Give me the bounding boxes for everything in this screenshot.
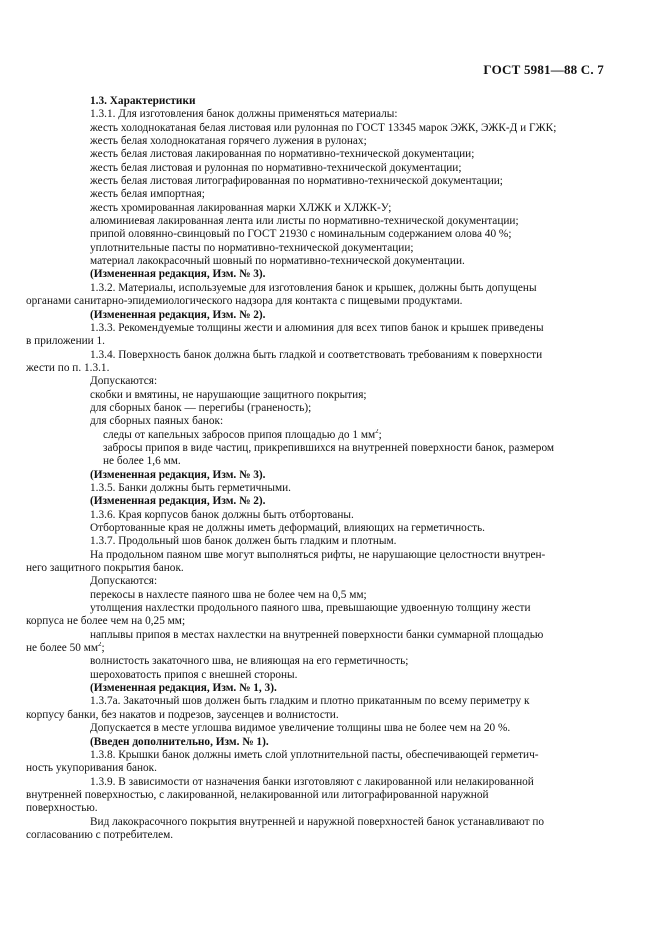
text-line: не более 1,6 мм. bbox=[103, 455, 181, 468]
text-line: наплывы припоя в местах нахлестки на внутренней поверхности банки суммарной площадью bbox=[90, 628, 544, 641]
text-line: 1.3.1. Для изготовления банок должны применяться материалы: bbox=[90, 108, 398, 121]
text-line: согласованию с потребителем. bbox=[26, 828, 174, 841]
amendment-note: (Введен дополнительно, Изм. № 1). bbox=[90, 735, 269, 748]
text-line: скобки и вмятины, не нарушающие защитного покрытия; bbox=[90, 388, 367, 401]
text-line: утолщения нахлестки продольного паяного шва, превышающие удвоенную толщину жести bbox=[90, 602, 531, 615]
text-line: перекосы в нахлесте паяного шва не более чем на 0,5 мм; bbox=[90, 588, 367, 601]
amendment-note: (Измененная редакция, Изм. № 2). bbox=[90, 495, 266, 508]
text-line: алюминиевая лакированная лента или листы по нормативно-технической документации; bbox=[90, 215, 519, 228]
text-line: жесть белая импортная; bbox=[90, 188, 205, 201]
text-line: жесть хромированная лакированная марки ХЛЖК и ХЛЖК-У; bbox=[90, 201, 392, 214]
text-line: в приложении 1. bbox=[26, 335, 106, 348]
text-line: ность укупоривания банок. bbox=[26, 762, 157, 775]
text-line: 1.3.9. В зависимости от назначения банки изготовляют с лакированной или нелакированной bbox=[90, 775, 534, 788]
text-line: Вид лакокрасочного покрытия внутренней и наружной поверхностей банок устанавливают по bbox=[90, 815, 545, 828]
text-line: жести по п. 1.3.1. bbox=[26, 361, 110, 374]
text-line: шероховатость припоя с внешней стороны. bbox=[90, 668, 298, 681]
text-line: забросы припоя в виде частиц, прикрепившихся на внутренней поверхности банок, размером bbox=[103, 441, 555, 454]
text-line: для сборных паяных банок: bbox=[90, 415, 224, 428]
text-line: органами санитарно-эпидемиологического надзора для контакта с пищевыми продуктами. bbox=[26, 295, 463, 308]
amendment-note: (Измененная редакция, Изм. № 2). bbox=[90, 308, 266, 321]
text-line: корпуса не более чем на 0,25 мм; bbox=[26, 615, 186, 628]
document-body bbox=[26, 95, 600, 842]
text-line: жесть холоднокатаная белая листовая или рулонная по ГОСТ 13345 марок ЭЖК, ЭЖК-Д и ГЖК; bbox=[90, 121, 557, 134]
amendment-note: 1.3. Характеристики bbox=[90, 95, 196, 107]
text-line: припой оловянно-свинцовый по ГОСТ 21930 с номинальным содержанием олова 40 %; bbox=[90, 228, 512, 241]
text-line: На продольном паяном шве могут выполняться рифты, не нарушающие целостности внутрен- bbox=[90, 548, 546, 561]
amendment-note: (Измененная редакция, Изм. № 1, 3). bbox=[90, 682, 277, 695]
text-line: 1.3.4. Поверхность банок должна быть гладкой и соответствовать требованиям к поверхности bbox=[90, 348, 543, 361]
text-line: поверхностью. bbox=[26, 802, 98, 815]
text-line: Отбортованные края не должны иметь деформаций, влияющих на герметичность. bbox=[90, 522, 485, 534]
text-line: 1.3.5. Банки должны быть герметичными. bbox=[90, 481, 292, 494]
text-line: 1.3.3. Рекомендуемые толщины жести и алюминия для всех типов банок и крышек приведены bbox=[90, 321, 544, 334]
text-line: 1.3.7а. Закаточный шов должен быть гладким и плотно прикатанным по всему периметру к bbox=[90, 695, 530, 708]
text-line: Допускаются: bbox=[90, 575, 158, 588]
text-line: материал лакокрасочный шовный по нормативно-технической документации. bbox=[90, 255, 465, 268]
text-line: внутренней поверхностью, с лакированной, нелакированной или литографированной наружной bbox=[26, 788, 489, 801]
text-line: 1.3.6. Края корпусов банок должны быть отбортованы. bbox=[90, 508, 354, 521]
amendment-note: (Измененная редакция, Изм. № 3). bbox=[90, 268, 266, 281]
text-line: для сборных банок — перегибы (граненость); bbox=[90, 401, 312, 414]
text-line: Допускается в месте углошва видимое увеличение толщины шва не более чем на 20 %. bbox=[90, 722, 511, 735]
text-line: корпусу банки, без накатов и подрезов, заусенцев и волнистости. bbox=[26, 708, 339, 721]
page-header: ГОСТ 5981—88 С. 7 bbox=[483, 62, 604, 77]
text-line: уплотнительные пасты по нормативно-технической документации; bbox=[90, 241, 414, 254]
text-line: не более 50 $мм^2$; bbox=[26, 642, 105, 655]
text-line: жесть белая листовая и рулонная по нормативно-технической документации; bbox=[90, 161, 462, 174]
text-line: жесть белая холоднокатаная горячего лужения в рулонах; bbox=[90, 135, 367, 148]
text-line: жесть белая листовая литографированная по нормативно-технической документации; bbox=[90, 175, 503, 188]
text-line: Допускаются: bbox=[90, 375, 158, 388]
text-line: него защитного покрытия банок. bbox=[26, 562, 184, 575]
text-line: 1.3.8. Крышки банок должны иметь слой уплотнительной пасты, обеспечивающей герметич- bbox=[90, 748, 539, 761]
text-line: волнистость закаточного шва, не влияющая на его герметичность; bbox=[90, 655, 409, 668]
text-line: 1.3.7. Продольный шов банок должен быть гладким и плотным. bbox=[90, 535, 397, 548]
text-line: 1.3.2. Материалы, используемые для изготовления банок и крышек, должны быть допущены bbox=[90, 281, 537, 294]
text-line: жесть белая листовая лакированная по нормативно-технической документации; bbox=[90, 148, 475, 161]
text-line: следы от капельных забросов припоя площадью до 1 $мм^2$; bbox=[103, 428, 382, 441]
amendment-note: (Измененная редакция, Изм. № 3). bbox=[90, 468, 266, 481]
